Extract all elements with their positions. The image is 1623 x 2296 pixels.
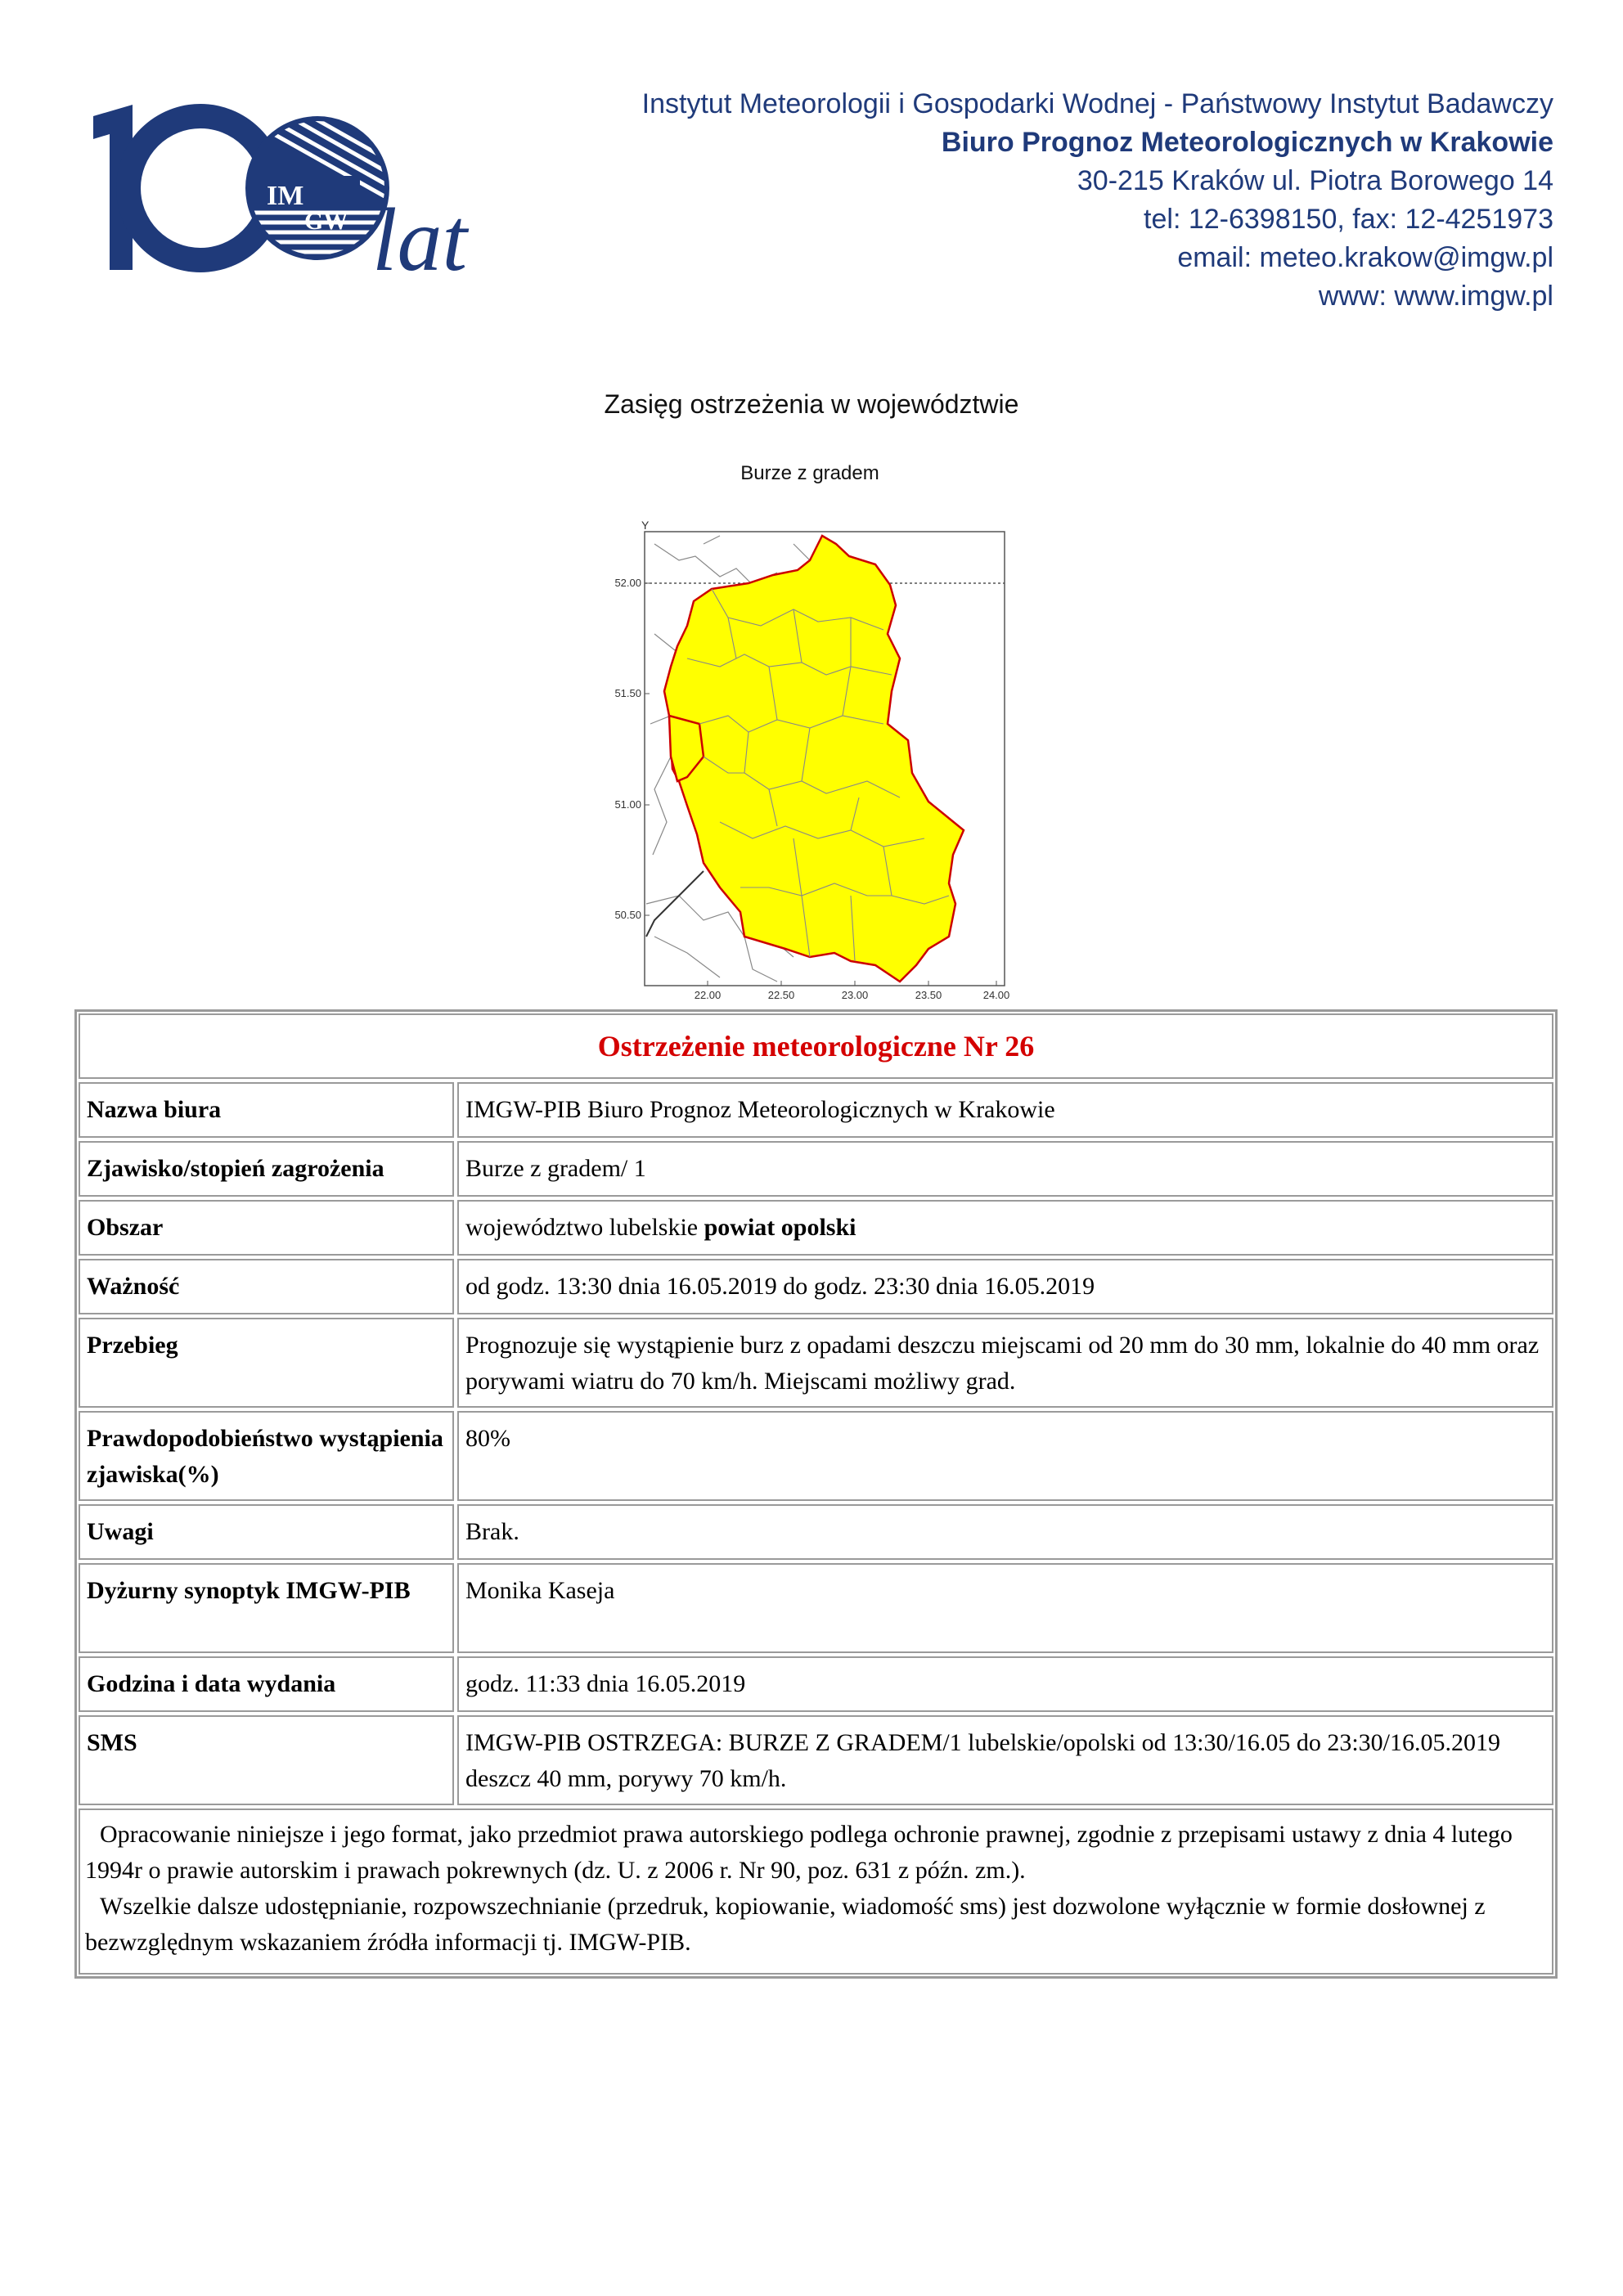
- row-value-sms: IMGW-PIB OSTRZEGA: BURZE Z GRADEM/1 lubelskie/opolski od 13:30/16.05 do 23:30/16.05.2019 deszcz 40 mm, porywy 70 km/h.: [457, 1715, 1553, 1805]
- office-email: email: meteo.krakow@imgw.pl: [1177, 242, 1553, 273]
- area-county: powiat opolski: [704, 1214, 856, 1241]
- row-label-forecaster: Dyżurny synoptyk IMGW-PIB: [79, 1563, 454, 1653]
- y-tick-label: 51.50: [614, 687, 641, 699]
- institute-name: Instytut Meteorologii i Gospodarki Wodnej - Państwowy Instytut Badawczy: [641, 88, 1553, 119]
- row-value-office: IMGW-PIB Biuro Prognoz Meteorologicznych w Krakowie: [457, 1082, 1553, 1138]
- row-label-office: Nazwa biura: [79, 1082, 454, 1138]
- y-tick-label: 50.50: [614, 909, 641, 921]
- x-tick-label: 24.00: [982, 989, 1010, 1001]
- row-value-phenomenon: Burze z gradem/ 1: [457, 1141, 1553, 1197]
- x-tick-label: 22.50: [767, 989, 795, 1001]
- x-tick-label: 23.50: [915, 989, 942, 1001]
- logo-lat-text: lat: [372, 190, 468, 286]
- row-value-course: Prognozuje się wystąpienie burz z opadami deszczu miejscami od 20 mm do 30 mm, lokalnie do 40 mm oraz porywami wiatru do 70 km/h. Miejscami możliwy grad.: [457, 1318, 1553, 1408]
- x-tick-label: 22.00: [694, 989, 722, 1001]
- row-label-sms: SMS: [79, 1715, 454, 1805]
- y-tick-label: 51.00: [614, 798, 641, 811]
- y-tick-label: 52.00: [614, 577, 641, 589]
- row-value-validity: od godz. 13:30 dnia 16.05.2019 do godz. 23:30 dnia 16.05.2019: [457, 1259, 1553, 1314]
- row-value-issued: godz. 11:33 dnia 16.05.2019: [457, 1656, 1553, 1712]
- office-phone: tel: 12-6398150, fax: 12-4251973: [1144, 204, 1553, 235]
- row-label-validity: Ważność: [79, 1259, 454, 1314]
- warning-title-cell: [79, 1013, 1553, 1079]
- warning-title: Ostrzeżenie meteorologiczne Nr 26: [597, 1030, 1035, 1063]
- logo-gw-text: GW: [304, 208, 348, 235]
- distribution-paragraph: Wszelkie dalsze udostępnianie, rozpowszechnianie (przedruk, kopiowanie, wiadomość sms) jest dozwolone wyłącznie w formie dosłownej z bezwzględnym wskazaniem źródła informacji tj. IMGW-PIB.: [85, 1893, 1486, 1956]
- warning-map: [605, 462, 1014, 1002]
- x-tick-label: 23.00: [841, 989, 869, 1001]
- institute-header: [642, 85, 1553, 316]
- map-section-title: Zasięg ostrzeżenia w województwie: [604, 389, 1019, 419]
- row-label-issued: Godzina i data wydania: [79, 1656, 454, 1712]
- imgw-100-lat-logo: [90, 98, 491, 286]
- office-website: www: www.imgw.pl: [1318, 281, 1553, 312]
- warning-table: [74, 1009, 1558, 1979]
- row-value-remarks: Brak.: [457, 1504, 1553, 1560]
- map-graphic: [605, 511, 1014, 1002]
- row-label-area: Obszar: [79, 1200, 454, 1256]
- office-address: 30-215 Kraków ul. Piotra Borowego 14: [1077, 165, 1553, 196]
- y-axis-letter: Y: [641, 519, 650, 532]
- row-label-probability: Prawdopodobieństwo wystąpienia zjawiska(%): [79, 1411, 454, 1501]
- row-value-probability: 80%: [457, 1411, 1553, 1501]
- office-name: Biuro Prognoz Meteorologicznych w Krakowie: [941, 127, 1553, 158]
- row-label-remarks: Uwagi: [79, 1504, 454, 1560]
- map-caption: Burze z gradem: [740, 462, 879, 484]
- row-label-course: Przebieg: [79, 1318, 454, 1408]
- copyright-paragraph: Opracowanie niniejsze i jego format, jako przedmiot prawa autorskiego podlega ochronie prawnej, zgodnie z przepisami ustawy z dnia 4 lutego 1994r o prawie autorskim i prawach pokrewnych (dz. U. z 2006 r. Nr 90, poz. 631 z późn. zm.).: [85, 1821, 1513, 1884]
- row-value-forecaster: Monika Kaseja: [457, 1563, 1553, 1653]
- row-value-area: województwo lubelskie powiat opolski: [457, 1200, 1553, 1256]
- copyright-notice: [79, 1808, 1553, 1975]
- logo-graphic: [90, 98, 491, 286]
- logo-im-text: IM: [267, 181, 304, 211]
- row-label-phenomenon: Zjawisko/stopień zagrożenia: [79, 1141, 454, 1197]
